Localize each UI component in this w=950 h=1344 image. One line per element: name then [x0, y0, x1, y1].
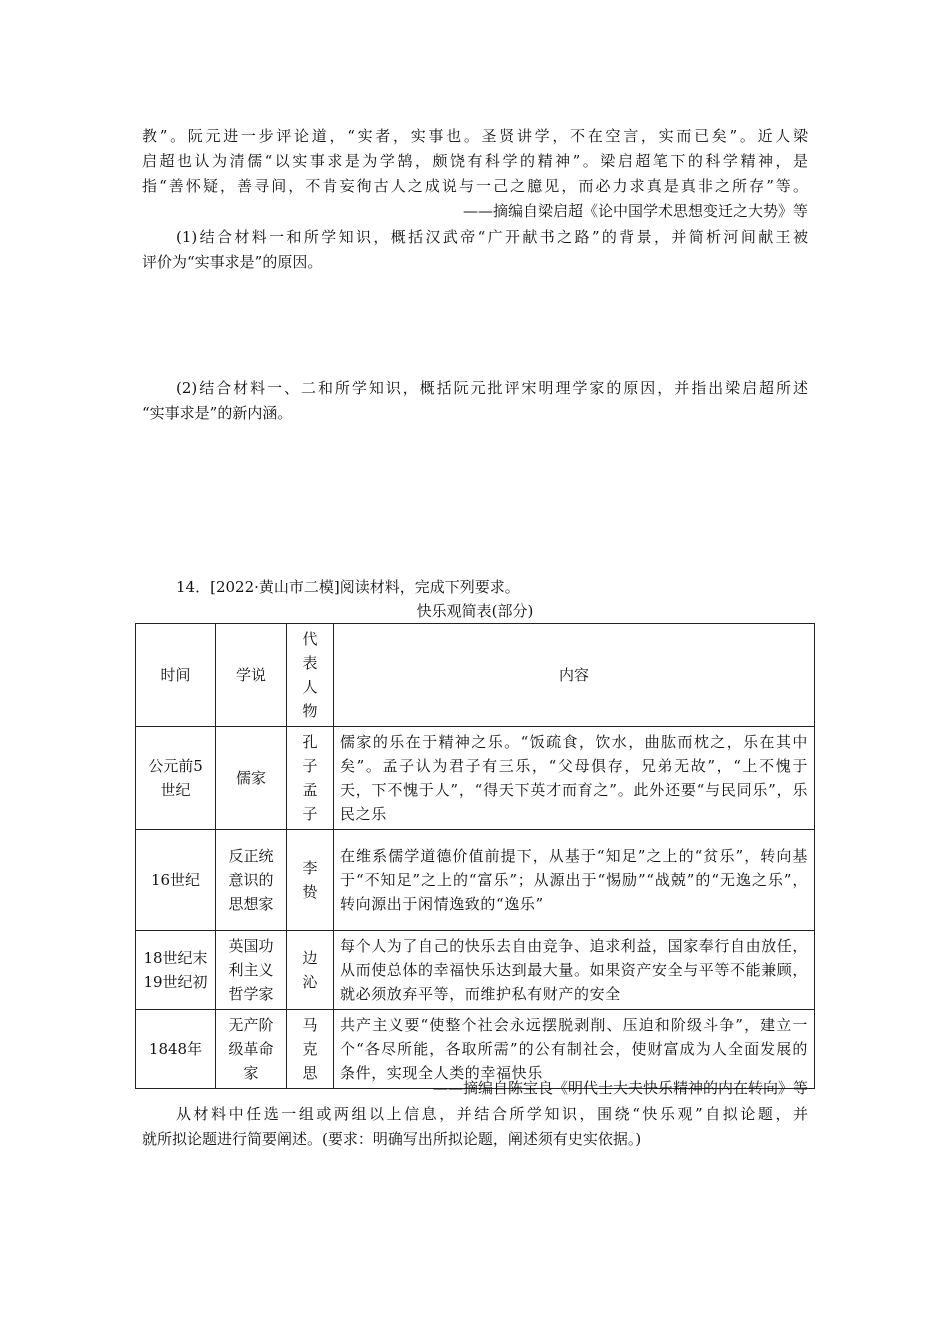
material-line: 启超也认为清儒“以实事求是为学鹄，颇饶有科学的精神”。梁启超笔下的科学精神，是	[142, 152, 808, 170]
material-source: ——摘编自梁启超《论中国学术思想变迁之大势》等	[462, 202, 808, 220]
table-title: 快乐观简表(部分)	[416, 602, 534, 620]
header-person: 代表人物	[287, 624, 334, 727]
cell-school: 英国功利主义哲学家	[216, 931, 287, 1010]
table-row	[136, 727, 815, 830]
cell-person: 马克思	[287, 1010, 334, 1089]
cell-time: 公元前5世纪	[136, 727, 216, 830]
table-source: ——摘编自陈宝良《明代士大夫快乐精神的内在转向》等	[432, 1079, 808, 1097]
cell-person: 边沁	[287, 931, 334, 1010]
question-1-line: (1)结合材料一和所学知识，概括汉武帝“广开献书之路”的背景，并简析河间献王被	[176, 228, 808, 246]
question-2-line: “实事求是”的新内涵。	[142, 404, 293, 422]
cell-school: 无产阶级革命家	[216, 1010, 287, 1089]
cell-content: 共产主义要“使整个社会永远摆脱剥削、压迫和阶级斗争”，建立一个“各尽所能，各取所需”的公有制社会，使财富成为人全面发展的条件，实现全人类的幸福快乐	[334, 1010, 815, 1089]
question-14-header: 14．[2022·黄山市二模]阅读材料，完成下列要求。	[176, 578, 520, 596]
material-line: 教”。阮元进一步评论道，“实者，实事也。圣贤讲学，不在空言，实而已矣”。近人梁	[142, 127, 808, 145]
happiness-table	[135, 623, 815, 1089]
cell-time: 1848年	[136, 1010, 216, 1089]
cell-school: 儒家	[216, 727, 287, 830]
cell-time: 16世纪	[136, 830, 216, 931]
question-1-line: 评价为“实事求是”的原因。	[142, 253, 323, 271]
cell-content: 在维系儒学道德价值前提下，从基于“知足”之上的“贫乐”，转向基于“不知足”之上的“富乐”；从源出于“惕励”“战兢”的“无逸之乐”，转向源出于闲情逸致的“逸乐”	[334, 830, 815, 931]
cell-content: 每个人为了自己的快乐去自由竞争、追求利益，国家奉行自由放任，从而使总体的幸福快乐达到最大量。如果资产安全与平等不能兼顾，就必须放弃平等，而维护私有财产的安全	[334, 931, 815, 1010]
cell-person: 孔子孟子	[287, 727, 334, 830]
table-header-row	[136, 624, 815, 727]
table-row	[136, 830, 815, 931]
header-school: 学说	[216, 624, 287, 727]
task-line: 从材料中任选一组或两组以上信息，并结合所学知识，围绕“快乐观”自拟论题，并	[176, 1105, 808, 1123]
cell-person: 李贽	[287, 830, 334, 931]
material-line: 指“善怀疑，善寻间，不肯妄徇古人之成说与一己之臆见，而必力求真是真非之所存”等。	[142, 177, 808, 195]
header-content: 内容	[334, 624, 815, 727]
table-row	[136, 931, 815, 1010]
cell-time: 18世纪末19世纪初	[136, 931, 216, 1010]
question-2-line: (2)结合材料一、二和所学知识，概括阮元批评宋明理学家的原因，并指出梁启超所述	[176, 379, 808, 397]
header-time: 时间	[136, 624, 216, 727]
cell-content: 儒家的乐在于精神之乐。“饭疏食，饮水，曲肱而枕之，乐在其中矣”。孟子认为君子有三乐，“父母俱存，兄弟无故”，“上不愧于天，下不愧于人”，“得天下英才而育之”。此外还要“与民同乐”，乐民之乐	[334, 727, 815, 830]
task-line: 就所拟论题进行简要阐述。(要求：明确写出所拟论题，阐述须有史实依据。)	[142, 1130, 642, 1148]
cell-school: 反正统意识的思想家	[216, 830, 287, 931]
